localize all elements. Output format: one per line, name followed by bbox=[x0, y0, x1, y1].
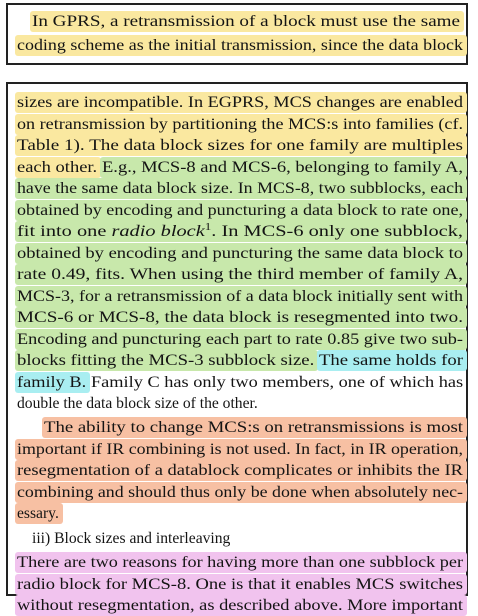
text-line bbox=[15, 350, 461, 371]
text-line bbox=[42, 417, 461, 438]
text-excerpt-main bbox=[6, 82, 468, 614]
text-run: E.g., MCS-8 and MCS-6, belonging to family A, bbox=[101, 158, 463, 176]
text-segment bbox=[15, 221, 467, 242]
text-segment bbox=[15, 178, 467, 199]
text-line bbox=[15, 503, 461, 524]
text-line bbox=[15, 552, 461, 573]
text-segment bbox=[15, 114, 467, 135]
text-run: iii) Block sizes and interleaving bbox=[32, 530, 231, 547]
text-segment bbox=[15, 552, 467, 573]
text-run: have the same data block size. In MCS-8, two subblocks, each bbox=[17, 180, 463, 197]
text-excerpt-top bbox=[6, 3, 468, 65]
text-run: essary. bbox=[17, 505, 59, 522]
text-segment bbox=[30, 11, 464, 32]
text-run: rate 0.49, fits. When using the third member of family A, bbox=[17, 266, 463, 283]
text-run: obtained by encoding and puncturing a data block to rate one, bbox=[17, 201, 463, 219]
text-run: blocks fitting the MCS-3 subblock size. bbox=[17, 352, 315, 369]
text-run: The same holds for bbox=[319, 352, 463, 369]
text-run: without resegmentation, as described above. More important bbox=[17, 597, 463, 614]
text-segment bbox=[15, 135, 467, 156]
text-run: sizes are incompatible. In EGPRS, MCS changes are enabled bbox=[17, 94, 463, 111]
text-line bbox=[15, 439, 461, 460]
text-run: Encoding and puncturing each part to rate 0.85 give two sub- bbox=[17, 330, 463, 348]
text-line bbox=[15, 393, 461, 414]
text-line bbox=[15, 200, 461, 221]
text-segment bbox=[15, 157, 101, 178]
text-line bbox=[15, 135, 461, 156]
text-run: coding scheme as the initial transmission, since the data block bbox=[17, 36, 463, 54]
text-segment bbox=[15, 503, 63, 524]
text-line bbox=[15, 178, 461, 199]
text-segment bbox=[100, 157, 467, 178]
text-line bbox=[15, 92, 461, 113]
text-run: on retransmission by partitioning the MCS:s into families (cf. bbox=[17, 115, 463, 133]
text-line bbox=[15, 595, 461, 616]
text-run: double the data block size of the other. bbox=[17, 395, 258, 412]
text-segment bbox=[15, 286, 467, 307]
text-run: There are two reasons for having more than one subblock per bbox=[17, 554, 463, 571]
text-run: each other. bbox=[17, 158, 98, 176]
text-run: important if IR combining is not used. In fact, in IR operation, bbox=[17, 440, 463, 458]
text-segment bbox=[15, 574, 467, 595]
footnote-marker: 1 bbox=[204, 221, 212, 233]
text-line bbox=[30, 11, 458, 32]
text-segment bbox=[15, 200, 467, 221]
text-line bbox=[30, 528, 461, 549]
text-run: radio block for MCS-8. One is that it enables MCS switches bbox=[17, 575, 463, 593]
text-segment bbox=[15, 439, 467, 460]
text-segment bbox=[15, 92, 467, 113]
text-segment bbox=[42, 417, 467, 438]
text-segment bbox=[15, 264, 467, 285]
text-run: resegmentation of a datablock complicates or inhibits the IR bbox=[17, 462, 463, 479]
text-run: MCS-6 or MCS-8, the data block is resegmented into two. bbox=[17, 309, 463, 326]
text-segment bbox=[15, 350, 318, 371]
text-segment bbox=[15, 482, 467, 503]
text-segment bbox=[89, 372, 467, 393]
text-line bbox=[15, 307, 461, 328]
text-line bbox=[15, 482, 464, 503]
text-line bbox=[15, 35, 461, 56]
text-line bbox=[15, 574, 461, 595]
text-segment bbox=[317, 350, 467, 371]
text-run: Table 1). The data block sizes for one family are multiples bbox=[17, 137, 463, 154]
text-line bbox=[15, 286, 464, 307]
text-segment bbox=[30, 528, 234, 549]
text-segment bbox=[15, 329, 467, 350]
italic-term: radio block bbox=[111, 223, 205, 240]
text-line bbox=[15, 372, 461, 393]
text-segment bbox=[15, 307, 467, 328]
text-run: combining and should thus only be done when absolutely nec- bbox=[17, 483, 464, 501]
text-line bbox=[15, 114, 461, 135]
text-run: MCS-3, for a retransmission of a data block initially sent with bbox=[17, 287, 464, 305]
text-line bbox=[15, 264, 461, 285]
text-line bbox=[15, 157, 461, 178]
text-line bbox=[15, 460, 461, 481]
text-run: obtained by encoding and puncturing the same data block to bbox=[17, 244, 463, 262]
text-segment bbox=[15, 460, 467, 481]
text-segment bbox=[15, 595, 467, 616]
text-segment bbox=[15, 243, 467, 264]
text-run: Family C has only two members, one of which has bbox=[90, 373, 463, 391]
text-segment bbox=[15, 372, 90, 393]
text-line bbox=[15, 329, 461, 350]
text-run: In GPRS, a retransmission of a block must use the same bbox=[32, 13, 460, 30]
text-line bbox=[15, 221, 461, 242]
text-segment bbox=[15, 35, 467, 56]
text-line bbox=[15, 243, 461, 264]
text-segment bbox=[15, 393, 262, 414]
text-run: . In MCS-6 only one subblock, bbox=[211, 223, 463, 240]
text-run: The ability to change MCS:s on retransmissions is most bbox=[44, 419, 463, 436]
text-run: fit into one radio block$^1$. In MCS-6 only one subblock, bbox=[17, 221, 463, 240]
text-run: family B. bbox=[17, 373, 87, 391]
